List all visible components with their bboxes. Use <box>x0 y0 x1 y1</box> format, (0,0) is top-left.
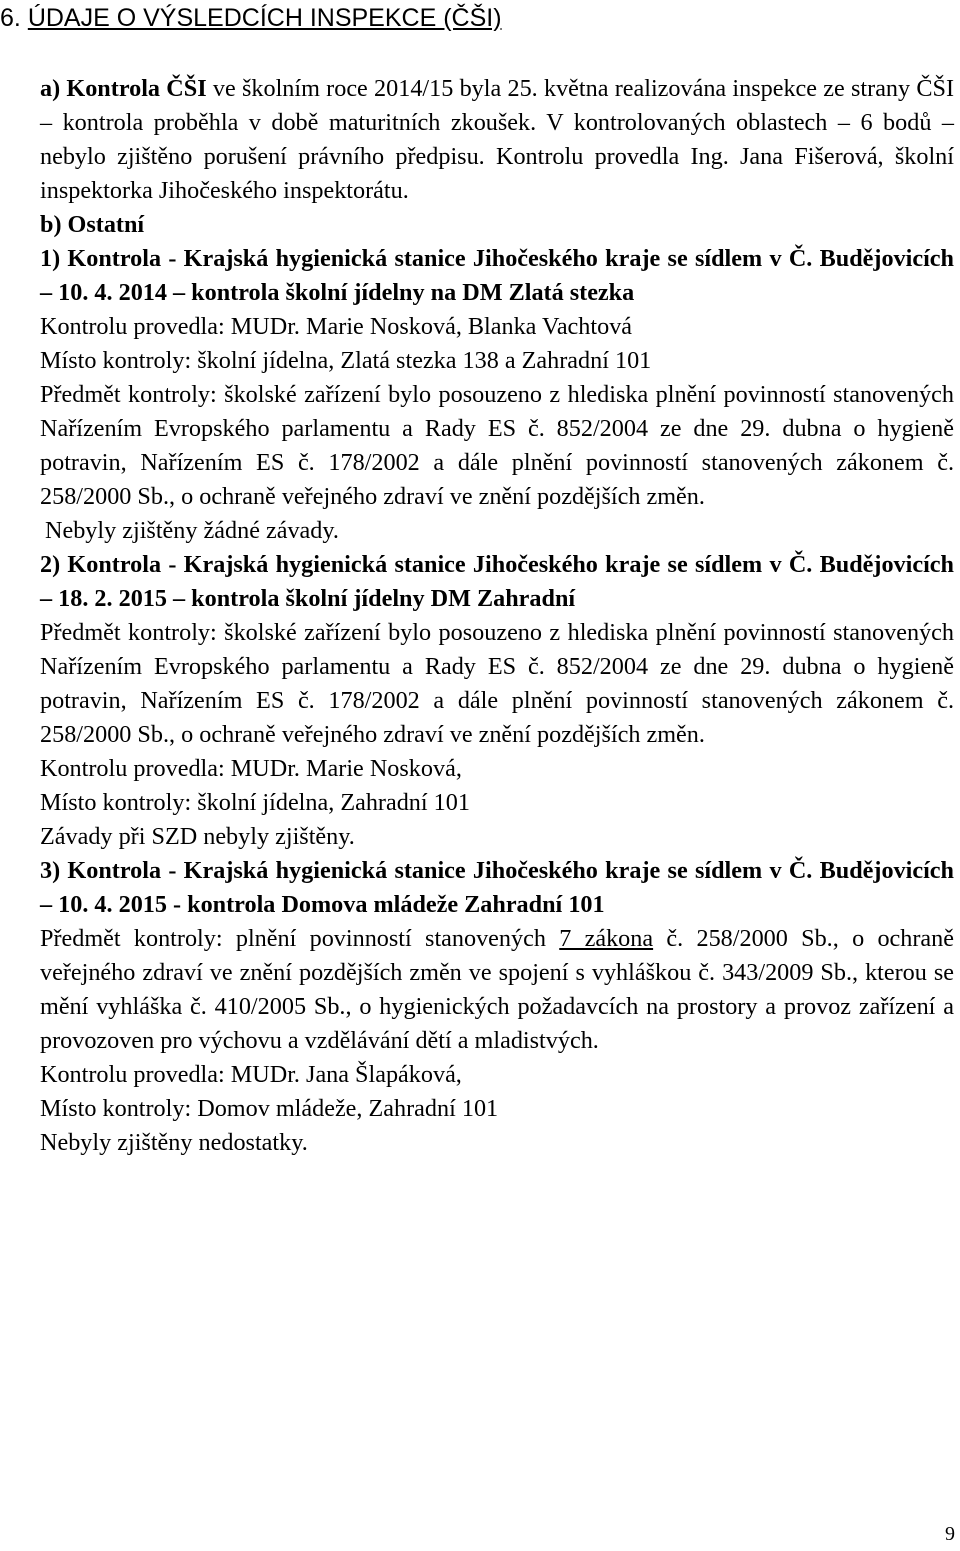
document-body <box>40 72 954 1160</box>
paragraph-a <box>40 72 954 208</box>
inspection-2-result: Závady při SZD nebyly zjištěny. <box>40 823 355 850</box>
section-number: 6. <box>0 4 21 32</box>
inspection-1-inspector: Kontrolu provedla: MUDr. Marie Nosková, Blanka Vachtová <box>40 313 633 340</box>
inspection-3-subject-rest: č. 258/2000 Sb., o ochraně veřejného zdraví ve znění pozdějších změn ve spojení s vyhláškou č. 343/2009 Sb., kterou se mění vyhláška č. 410/2005 Sb., o hygienických požadavcích na prostory a provoz zařízení a provozoven pro výchovu a vzdělávání dětí a mladistvých. <box>40 925 954 1054</box>
inspection-3-inspector: Kontrolu provedla: MUDr. Jana Šlapáková, <box>40 1061 462 1088</box>
inspection-1-result: Nebyly zjištěny žádné závady. <box>45 517 339 544</box>
inspection-3-result: Nebyly zjištěny nedostatky. <box>40 1129 308 1156</box>
inspection-1-subject: Předmět kontroly: školské zařízení bylo posouzeno z hlediska plnění povinností stanovených Nařízením Evropského parlamentu a Rady ES č. 852/2004 ze dne 29. dubna o hygieně potravin, Nařízením ES č. 178/2002 a dále plnění povinností stanovených zákonem č. 258/2000 Sb., o ochraně veřejného zdraví ve znění pozdějších změn. <box>40 381 954 510</box>
inspection-3-heading: 3) Kontrola - Krajská hygienická stanice Jihočeského kraje se sídlem v Č. Budějovicích – 10. 4. 2015 - kontrola Domova mládeže Zahradní 101 <box>40 857 954 918</box>
subsection-b-title: b) Ostatní <box>40 211 145 238</box>
inspection-3-subject <box>40 922 954 1058</box>
inspection-3-location: Místo kontroly: Domov mládeže, Zahradní 101 <box>40 1095 499 1122</box>
inspection-2-inspector: Kontrolu provedla: MUDr. Marie Nosková, <box>40 755 462 782</box>
paragraph-a-lead: a) Kontrola ČŠI <box>40 75 207 102</box>
page-number: 9 <box>945 1523 955 1545</box>
inspection-2-subject: Předmět kontroly: školské zařízení bylo posouzeno z hlediska plnění povinností stanovených Nařízením Evropského parlamentu a Rady ES č. 852/2004 ze dne 29. dubna o hygieně potravin, Nařízením ES č. 178/2002 a dále plnění povinností stanovených zákonem č. 258/2000 Sb., o ochraně veřejného zdraví ve znění pozdějších změn. <box>40 619 954 748</box>
section-title: ÚDAJE O VÝSLEDCÍCH INSPEKCE (ČŠI) <box>27 4 502 32</box>
inspection-1-heading: 1) Kontrola - Krajská hygienická stanice Jihočeského kraje se sídlem v Č. Budějovicích – 10. 4. 2014 – kontrola školní jídelny na DM Zlatá stezka <box>40 245 954 306</box>
inspection-3-law-link[interactable]: 7 zákona <box>559 925 654 952</box>
inspection-2-location: Místo kontroly: školní jídelna, Zahradní 101 <box>40 789 470 816</box>
inspection-2-heading: 2) Kontrola - Krajská hygienická stanice Jihočeského kraje se sídlem v Č. Budějovicích – 18. 2. 2015 – kontrola školní jídelny DM Zahradní <box>40 551 954 612</box>
section-heading <box>0 4 502 33</box>
inspection-3-subject-prefix: Předmět kontroly: plnění povinností stanovených <box>40 925 546 952</box>
inspection-1-location: Místo kontroly: školní jídelna, Zlatá stezka 138 a Zahradní 101 <box>40 347 652 374</box>
paragraph-a-text: ve školním roce 2014/15 byla 25. května realizována inspekce ze strany ČŠI – kontrola proběhla v době maturitních zkoušek. V kontrolovaných oblastech – 6 bodů – nebylo zjištěno porušení právního předpisu. Kontrolu provedla Ing. Jana Fišerová, školní inspektorka Jihočeského inspektorátu. <box>40 75 955 204</box>
